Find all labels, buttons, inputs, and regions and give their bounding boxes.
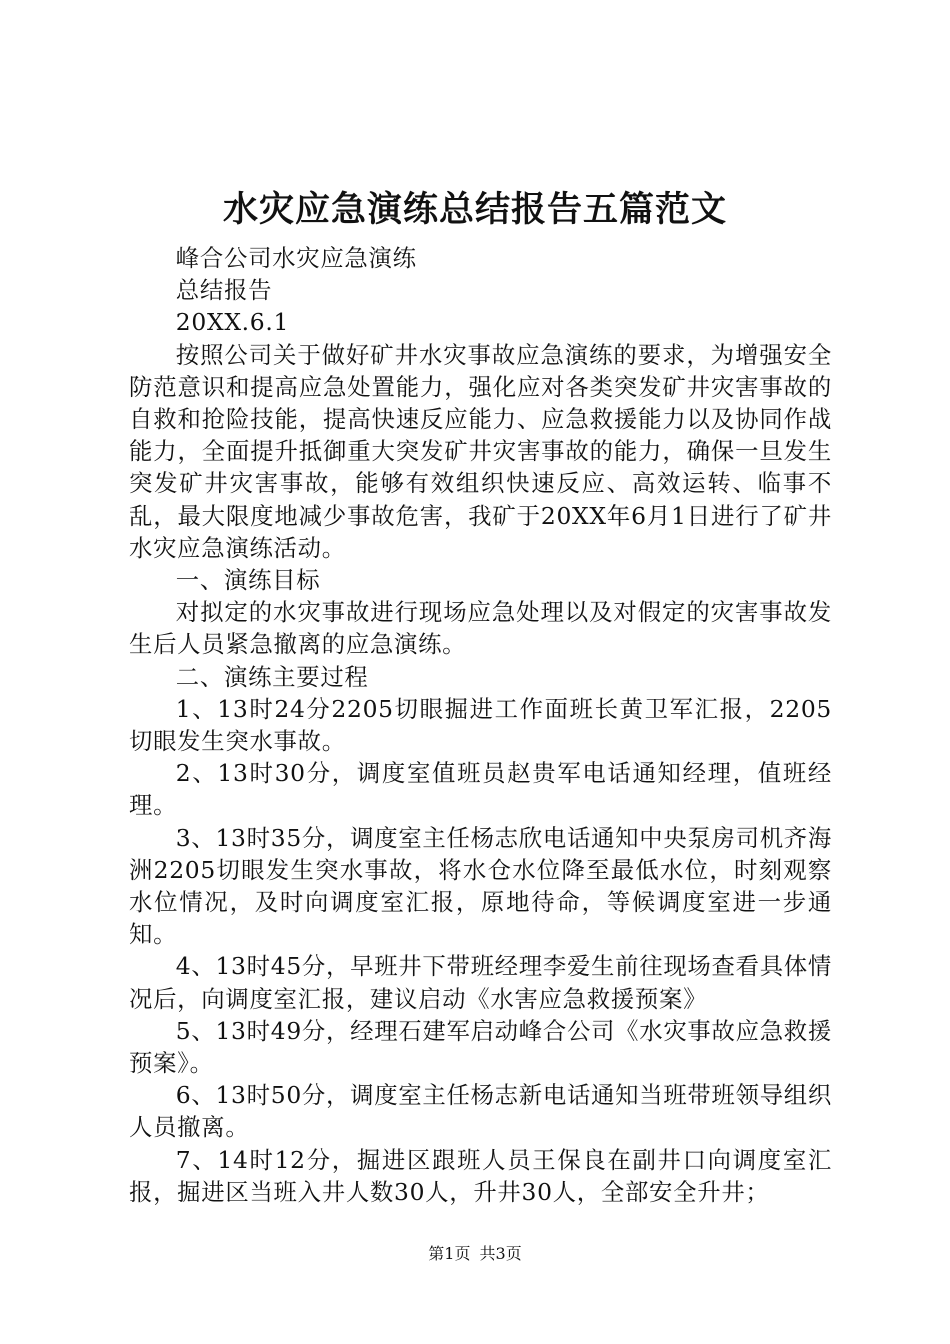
process-step-5: 5、13时49分，经理石建军启动峰合公司《水灾事故应急救援预案》。 — [129, 1016, 832, 1078]
process-step-2: 2、13时30分，调度室值班员赵贵军电话通知经理，值班经理。 — [129, 759, 832, 820]
process-step-6: 6、13时50分，调度室主任杨志新电话通知当班带班领导组织人员撤离。 — [129, 1081, 832, 1142]
paragraph-intro: 按照公司关于做好矿井水灾事故应急演练的要求，为增强安全防范意识和提高应急处置能力，强化应对各类突发矿井灾害事故的自救和抢险技能，提高快速反应能力、应急救援能力以及协同作战能力，全面提升抵御重大突发矿井灾害事故的能力，确保一旦发生突发矿井灾害事故，能够有效组织快速反应、高效运转、临事不乱，最大限度地减少事故危害，我矿于20XX年6月1日进行了矿井水灾应急演练活动。 — [129, 340, 832, 562]
process-step-7: 7、14时12分，掘进区跟班人员王保良在副井口向调度室汇报，掘进区当班入井人数30人，升井30人，全部安全升井； — [129, 1145, 832, 1206]
process-step-1: 1、13时24分2205切眼掘进工作面班长黄卫军汇报，2205切眼发生突水事故。 — [129, 694, 832, 756]
section-heading-process: 二、演练主要过程 — [175, 662, 369, 691]
paragraph-report-label: 总结报告 — [175, 276, 273, 305]
paragraph-date: 20XX.6.1 — [175, 308, 290, 337]
process-step-4: 4、13时45分，早班井下带班经理李爱生前往现场查看具体情况后，向调度室汇报，建议启动《水害应急救援预案》 — [129, 952, 832, 1013]
page-number: 第1页 — [428, 1244, 471, 1263]
section-heading-goal: 一、演练目标 — [175, 566, 321, 595]
document-body — [129, 242, 832, 1208]
process-step-3: 3、13时35分，调度室主任杨志欣电话通知中央泵房司机齐海洲2205切眼发生突水事故，将水仓水位降至最低水位，时刻观察水位情况，及时向调度室汇报，原地待命，等候调度室进一步通知。 — [129, 823, 832, 949]
paragraph-company: 峰合公司水灾应急演练 — [175, 244, 417, 272]
document-title: 水灾应急演练总结报告五篇范文 — [222, 189, 727, 230]
page-footer — [0, 1243, 950, 1265]
paragraph-goal: 对拟定的水灾事故进行现场应急处理以及对假定的灾害事故发生后人员紧急撤离的应急演练。 — [129, 598, 832, 659]
page-total: 共3页 — [479, 1244, 522, 1263]
